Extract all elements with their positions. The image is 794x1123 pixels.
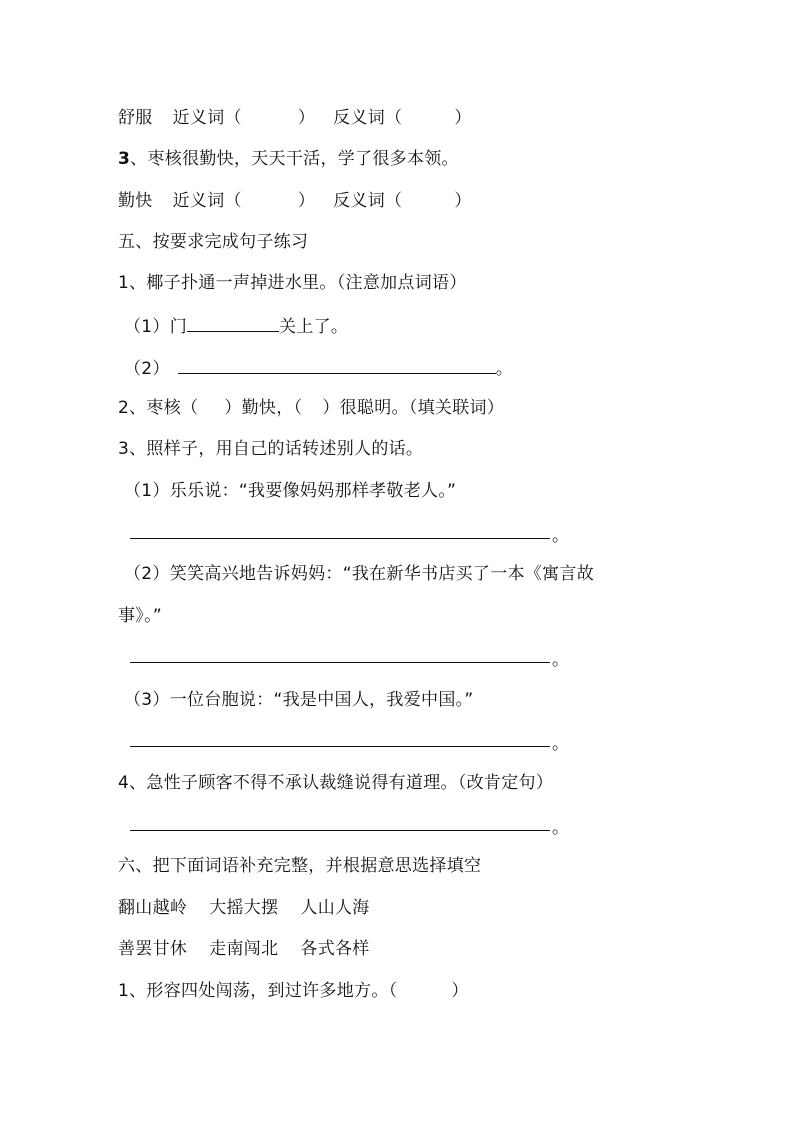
- question-5-3: 3、照样子，用自己的话转述别人的话。: [118, 439, 424, 459]
- idiom: 各式各样: [300, 939, 370, 959]
- synonym-label: 近义词（: [172, 108, 242, 128]
- idiom: 人山人海: [300, 898, 370, 918]
- synonym-label: 近义词（: [172, 191, 242, 211]
- period: 。: [552, 818, 569, 838]
- fill-blank[interactable]: [178, 356, 496, 374]
- paren-close: ）: [297, 191, 316, 211]
- period: 。: [552, 650, 569, 670]
- period: 。: [552, 734, 569, 754]
- antonym-label: 反义词（: [333, 191, 403, 211]
- synonym-antonym-row-2: [118, 190, 472, 212]
- idiom: 大摇大摆: [209, 898, 279, 918]
- suffix: 。: [495, 359, 514, 379]
- synonym-antonym-row-1: [118, 107, 472, 129]
- antonym-label: 反义词（: [333, 108, 403, 128]
- prefix: （2）: [124, 359, 170, 379]
- question-5-3-2-cont: 事》。”: [118, 606, 163, 626]
- question-text: 1、形容四处闯荡，到过许多地方。（: [118, 981, 398, 1001]
- idiom: 善罢甘休: [118, 939, 188, 959]
- paren-close: ）: [454, 108, 472, 128]
- prefix: （1）门: [124, 317, 188, 337]
- period: 。: [552, 526, 569, 546]
- answer-line[interactable]: [130, 538, 550, 539]
- question-5-3-2: （2）笑笑高兴地告诉妈妈：“我在新华书店买了一本《寓言故: [124, 564, 595, 584]
- fill-blank[interactable]: [187, 314, 279, 332]
- question-5-1-a: [124, 314, 348, 338]
- sentence-3: [118, 148, 459, 170]
- sentence-text: 、枣核很勤快，天天干活，学了很多本领。: [130, 149, 459, 169]
- question-5-4: 4、急性子顾客不得不承认裁缝说得有道理。（改肯定句）: [118, 773, 554, 793]
- answer-line[interactable]: [130, 746, 550, 747]
- idiom: 走南闯北: [209, 939, 279, 959]
- answer-line[interactable]: [130, 830, 550, 831]
- idiom-row-1: [118, 897, 370, 919]
- word-qinkuai: 勤快: [118, 191, 153, 211]
- idiom: 翻山越岭: [118, 898, 188, 918]
- q-part-a: 2、枣核（: [118, 398, 199, 418]
- word-shufu: 舒服: [118, 108, 153, 128]
- q-part-c: ）很聪明。（填关联词）: [322, 398, 505, 418]
- question-5-3-3: （3）一位台胞说：“我是中国人，我爱中国。”: [124, 690, 474, 710]
- item-number: 3: [118, 149, 131, 169]
- question-5-2: [118, 397, 504, 419]
- idiom-row-2: [118, 938, 370, 960]
- q-part-b: ）勤快，（: [224, 398, 303, 418]
- section-6-heading: 六、把下面词语补充完整，并根据意思选择填空: [118, 856, 482, 876]
- section-5-heading: 五、按要求完成句子练习: [118, 232, 309, 252]
- question-5-3-1: （1）乐乐说：“我要像妈妈那样孝敬老人。”: [124, 481, 457, 501]
- answer-line[interactable]: [130, 662, 550, 663]
- suffix: 关上了。: [279, 317, 349, 337]
- question-5-1-b: [124, 356, 513, 380]
- paren-close: ）: [297, 108, 316, 128]
- question-6-1: [118, 980, 469, 1002]
- paren-close: ）: [451, 981, 469, 1001]
- paren-close: ）: [454, 191, 472, 211]
- question-5-1: 1、椰子扑通一声掉进水里。（注意加点词语）: [118, 273, 467, 293]
